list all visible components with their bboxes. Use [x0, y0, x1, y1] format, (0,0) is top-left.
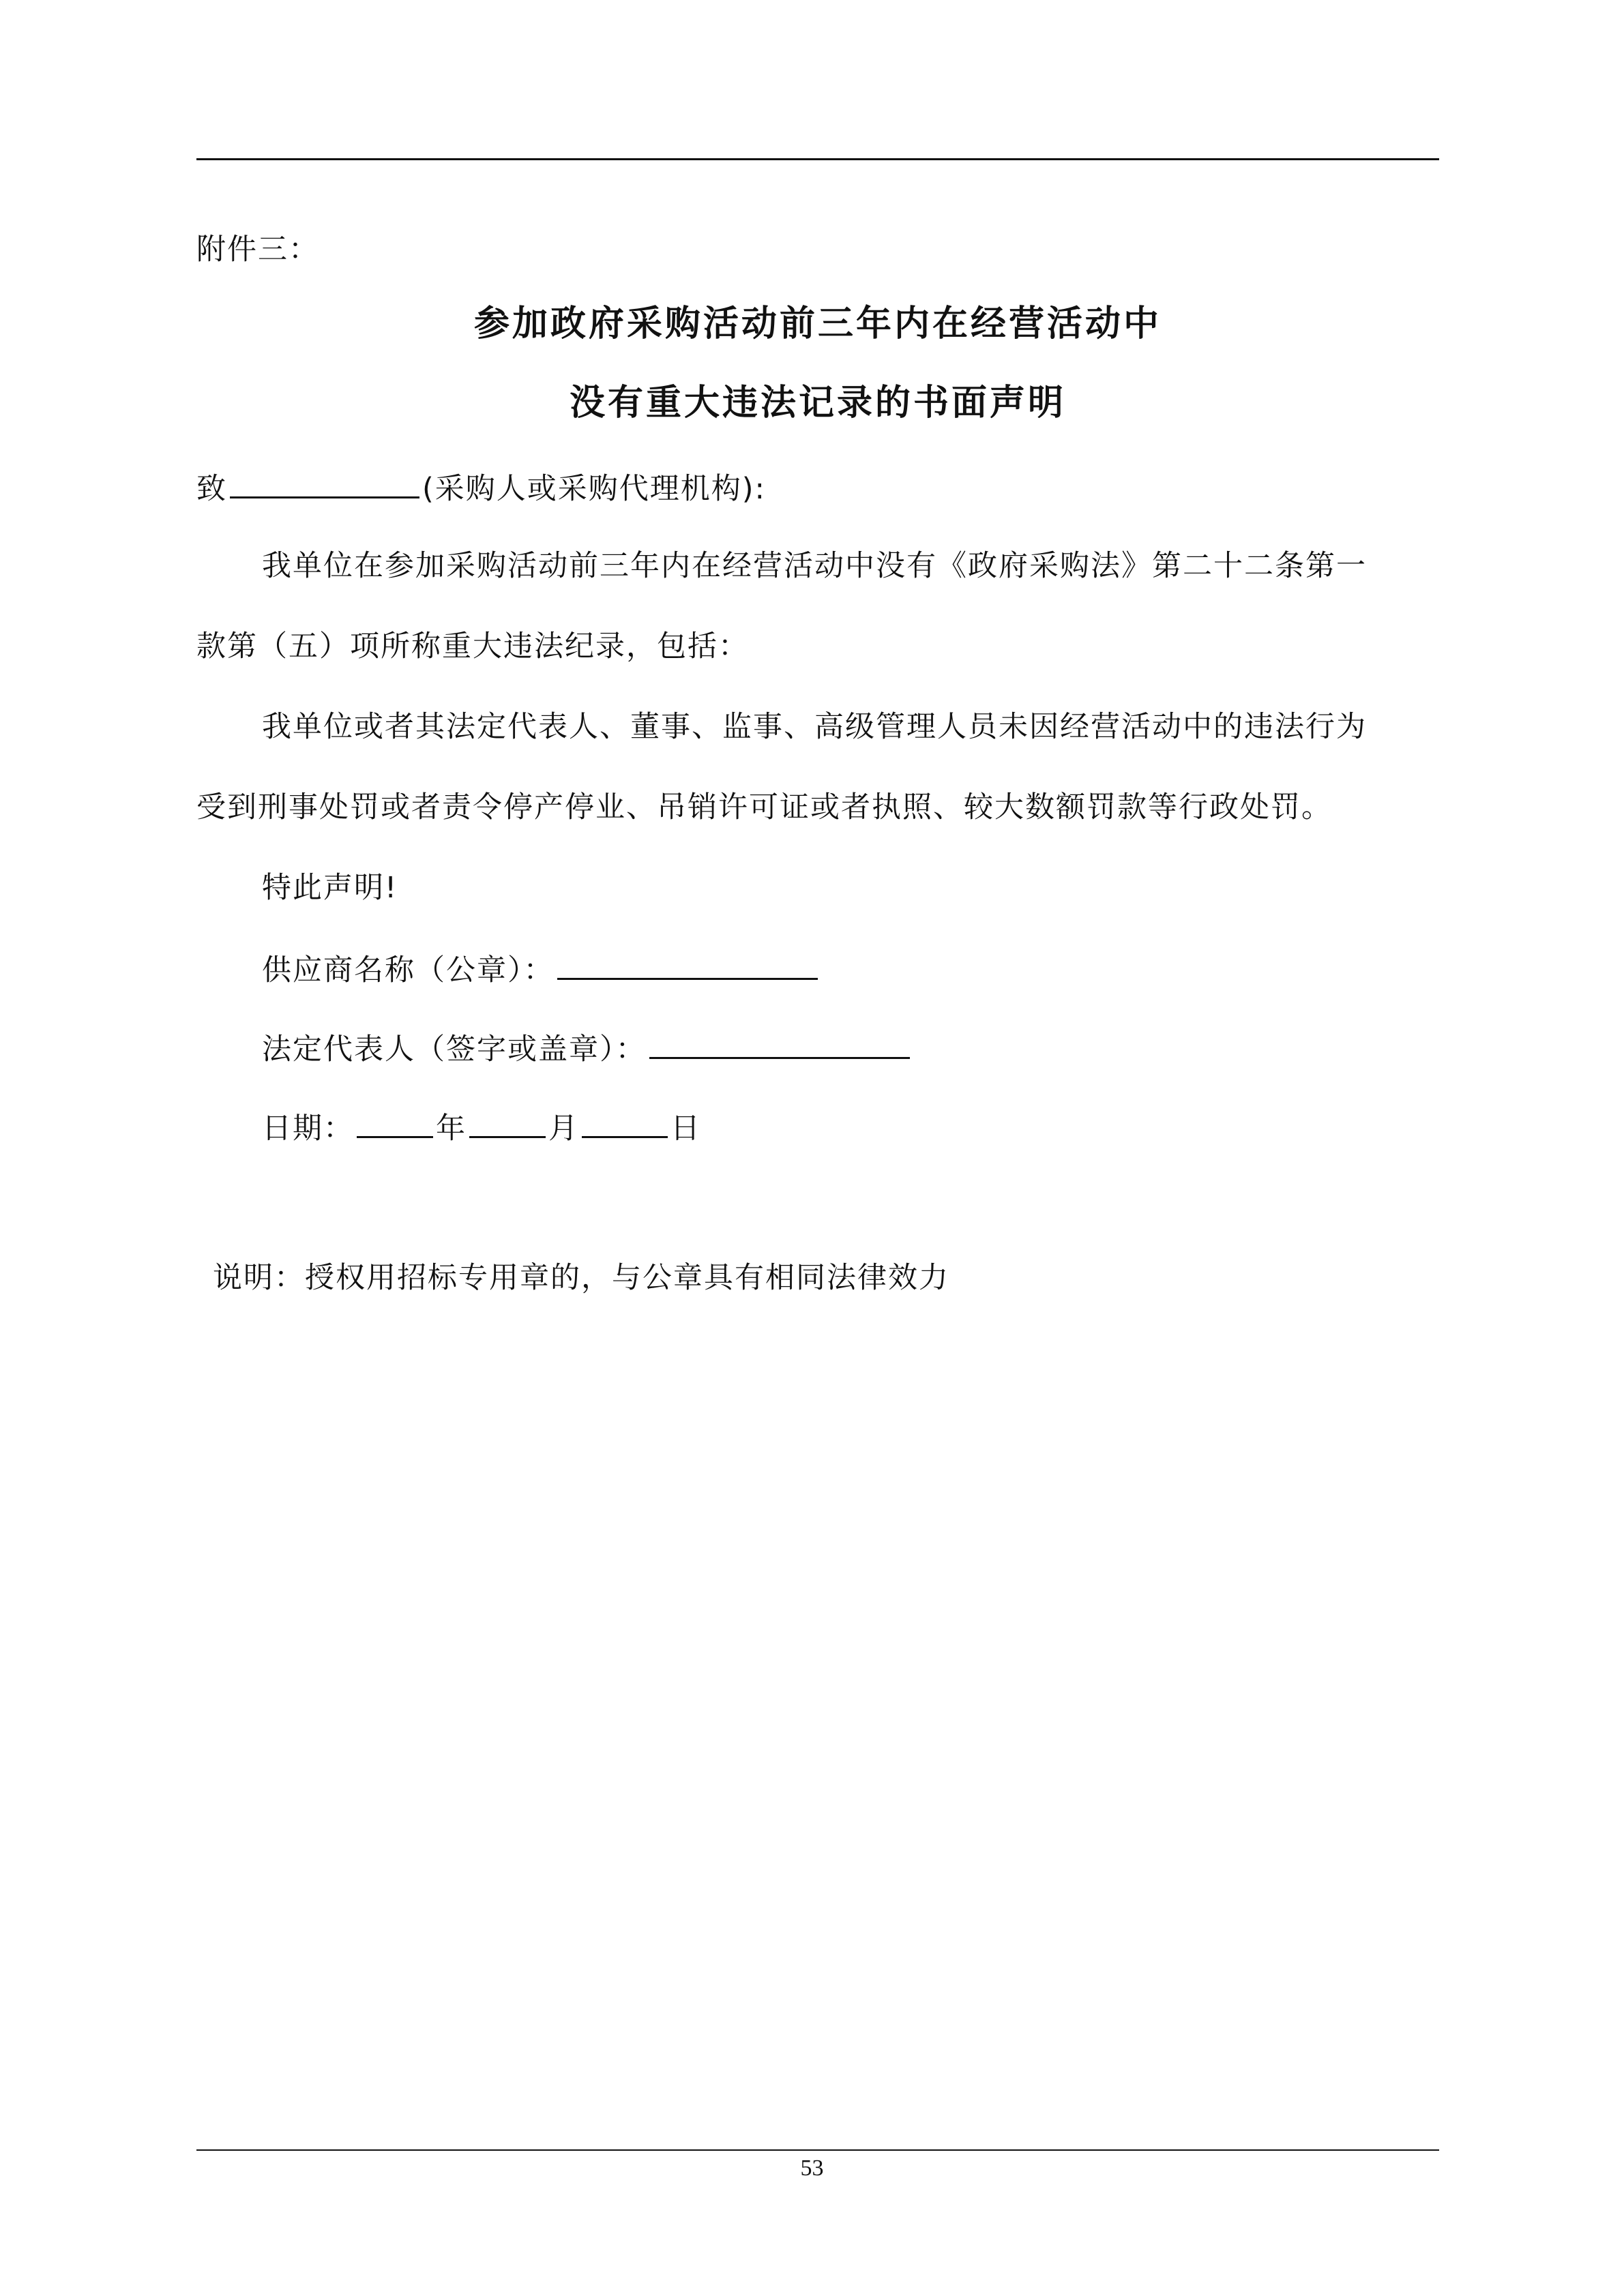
- supplier-name-label: 供应商名称（公章）：: [262, 953, 555, 987]
- paragraph-2-line-1: 我单位或者其法定代表人、董事、监事、高级管理人员未因经营活动中的违法行为: [262, 710, 1367, 744]
- date-day-blank[interactable]: [582, 1106, 668, 1138]
- page-number: 53: [800, 2156, 824, 2181]
- declaration-text: 特此声明!: [262, 871, 398, 905]
- title-line-1: 参加政府采购活动前三年内在经营活动中: [473, 303, 1162, 344]
- legal-rep-label: 法定代表人（签字或盖章）：: [262, 1032, 647, 1067]
- date-month-blank[interactable]: [469, 1106, 546, 1138]
- footer-rule: [196, 2149, 1439, 2151]
- paragraph-1-line-1: 我单位在参加采购活动前三年内在经营活动中没有《政府采购法》第二十二条第一: [262, 549, 1367, 583]
- paragraph-2-line-2: 受到刑事处罚或者责令停产停业、吊销许可证或者执照、较大数额罚款等行政处罚。: [196, 790, 1332, 824]
- legal-rep-blank[interactable]: [649, 1027, 910, 1059]
- date-line: [196, 1106, 1439, 1149]
- date-label: 日期：: [262, 1112, 354, 1146]
- paragraph-1-line-2: 款第（五）项所称重大违法纪录，包括：: [196, 629, 749, 664]
- date-day-label: 日: [670, 1112, 701, 1146]
- addressee-prefix: 致: [196, 472, 227, 506]
- supplier-name-line: [196, 948, 1439, 991]
- date-year-blank[interactable]: [357, 1106, 433, 1138]
- addressee-blank[interactable]: [230, 466, 419, 498]
- date-month-label: 月: [548, 1112, 579, 1146]
- header-rule: [196, 158, 1439, 160]
- addressee-line: [196, 466, 1439, 509]
- title-line-2: 没有重大违法记录的书面声明: [569, 383, 1066, 423]
- note-text: 说明：授权用招标专用章的，与公章具有相同法律效力: [213, 1261, 949, 1295]
- addressee-suffix: (采购人或采购代理机构):: [422, 472, 767, 506]
- legal-rep-line: [196, 1027, 1439, 1070]
- date-year-label: 年: [436, 1112, 467, 1146]
- supplier-name-blank[interactable]: [557, 948, 818, 980]
- attachment-label: 附件三：: [196, 233, 319, 267]
